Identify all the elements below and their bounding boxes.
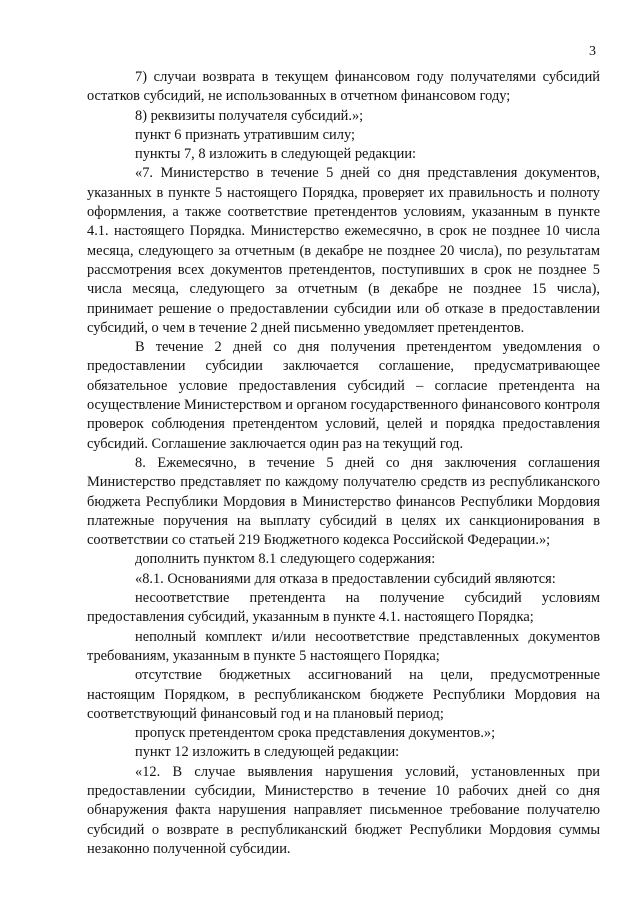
paragraph-refusal-reason-2: неполный комплект и/или несоответствие представленных документов требованиям, указанным в пункте 5 настоящего Порядка; xyxy=(87,628,600,664)
paragraph-point-8-text: 8. Ежемесячно, в течение 5 дней со дня заключения соглашения Министерство представляет по каждому получателю средств из республиканского бюджета Республики Мордовия в Министерство финансов Республики Мордовия платежные поручения на выплату субсидий в целях их санкционирования в соответствии со статьей 219 Бюджетного кодекса Российской Федерации.»; xyxy=(87,454,600,549)
paragraph-points-7-8-intro: пункты 7, 8 изложить в следующей редакции: xyxy=(135,146,417,163)
paragraph-agreement: В течение 2 дней со дня получения претендентом уведомления о предоставлении субсидии заключается соглашение, предусматривающее обязательное условие предоставления субсидий – согласие претендента на осуществление Министерством и органом государственного финансового контроля проверок соблюдения претендентом условий, целей и порядка предоставления субсидий. Соглашение заключается один раз на текущий год. xyxy=(87,339,600,452)
page-number: 3 xyxy=(589,44,596,59)
paragraph-item-7: 7) случаи возврата в текущем финансовом году получателями субсидий остатков субсидий, не использованных в отчетном финансовом году; xyxy=(87,69,600,105)
paragraph-refusal-reason-3: отсутствие бюджетных ассигнований на цели, предусмотренные настоящим Порядком, в республиканском бюджете Республики Мордовия на соответствующий финансовый год и на плановый период; xyxy=(87,667,600,722)
paragraph-point-6: пункт 6 признать утратившим силу; xyxy=(135,126,355,143)
paragraph-point-8-1-intro: дополнить пунктом 8.1 следующего содержания: xyxy=(135,551,436,568)
paragraph-refusal-reason-4: пропуск претендентом срока представления документов.»; xyxy=(135,725,496,742)
paragraph-point-8-1-text: «8.1. Основаниями для отказа в предоставлении субсидий являются: xyxy=(135,570,556,587)
paragraph-item-8: 8) реквизиты получателя субсидий.»; xyxy=(135,107,364,124)
document-body xyxy=(87,68,600,859)
paragraph-point-12-intro: пункт 12 изложить в следующей редакции: xyxy=(135,744,400,761)
paragraph-refusal-reason-1: несоответствие претендента на получение субсидий условиям предоставления субсидий, указанным в пункте 4.1. настоящего Порядка; xyxy=(87,590,600,626)
paragraph-point-7-text: «7. Министерство в течение 5 дней со дня представления документов, указанных в пункте 5 настоящего Порядка, проверяет их правильность и полноту оформления, а также соответствие претендентов условиям, указанным в пункте 4.1. настоящего Порядка. Министерство ежемесячно, в срок не позднее 10 числа месяца, следующего за отчетным (в декабре не позднее 20 числа), по результатам рассмотрения всех документов претендентов, поступивших в срок не позднее 5 числа месяца, следующего за отчетным (в декабре не позднее 15 числа), принимает решение о предоставлении субсидии или об отказе в предоставлении субсидий, о чем в течение 2 дней письменно уведомляет претендентов. xyxy=(87,165,600,336)
paragraph-point-12-text: «12. В случае выявления нарушения условий, установленных при предоставлении субсидии, Министерство в течение 10 рабочих дней со дня обнаружения факта нарушения направляет письменное требование получателю субсидий о возврате в республиканский бюджет Республики Мордовия суммы незаконно полученной субсидии. xyxy=(87,763,600,857)
